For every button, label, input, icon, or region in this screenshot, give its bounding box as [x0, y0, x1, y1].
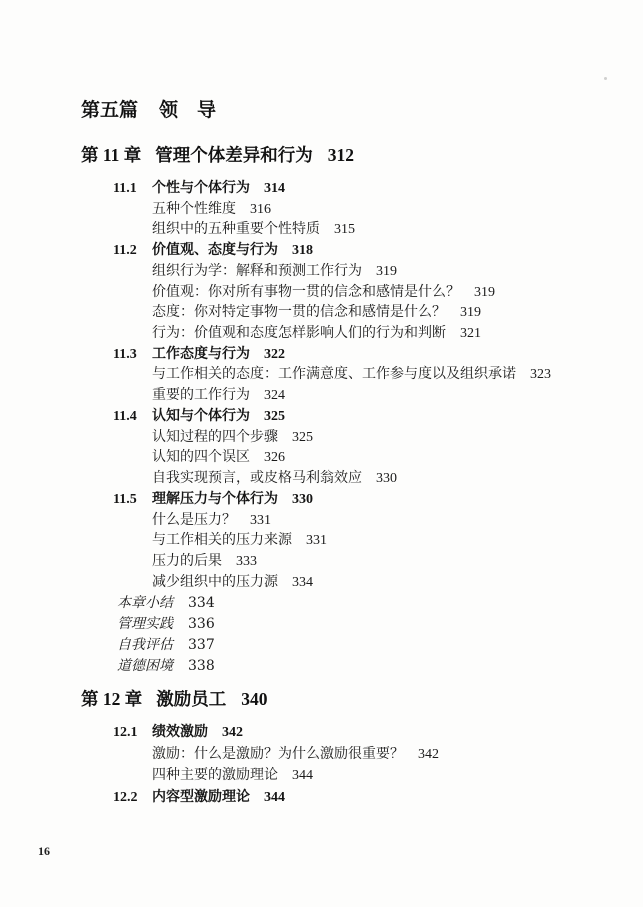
toc-item-row: [0, 283, 643, 304]
toc-section-row: [0, 407, 643, 428]
item-title: 组织行为学：解释和预测工作行为: [152, 263, 362, 279]
toc-section-row: [0, 490, 643, 511]
toc-section-row: [0, 345, 643, 366]
chapter-label: 第 12 章: [81, 689, 143, 709]
item-title: 与工作相关的压力来源: [152, 533, 292, 549]
part-label: 第五篇: [81, 100, 139, 121]
item-title: 激励：什么是激励？为什么激励很重要？: [152, 746, 404, 762]
item-title: 价值观：你对所有事物一贯的信念和感情是什么？: [152, 284, 460, 300]
chapter-title: 激励员工: [156, 689, 227, 709]
section-number: 11.5: [113, 491, 137, 507]
page-ref: 333: [236, 553, 257, 569]
section-title: 价值观、态度与行为: [152, 243, 278, 259]
toc-section-row: [0, 787, 643, 809]
section-number: 11.1: [113, 181, 137, 196]
part-heading: [81, 101, 216, 122]
section-number: 12.1: [113, 725, 138, 740]
folio-page-number: 16: [38, 844, 50, 858]
toc-item-row: [0, 531, 643, 552]
item-title: 组织中的五种重要个性特质: [152, 222, 320, 238]
chapter-11-entries: [0, 179, 643, 676]
page-ref: 319: [376, 263, 397, 279]
toc-item-row: [0, 365, 643, 386]
part-title: 领 导: [159, 100, 217, 121]
chapter-12-heading: [81, 689, 268, 709]
item-title: 四种主要的激励理论: [152, 768, 278, 783]
toc-item-row: [0, 744, 643, 766]
section-number: 11.4: [113, 408, 137, 424]
toc-section-row: [0, 241, 643, 262]
page-ref: 319: [460, 305, 481, 321]
page-ref: 337: [188, 636, 215, 653]
chapter-title: 管理个体差异和行为: [155, 145, 313, 165]
page-ref: 324: [264, 388, 285, 404]
item-title: 认知的四个误区: [152, 450, 250, 466]
item-title: 与工作相关的态度：工作满意度、工作参与度以及组织承诺: [152, 367, 516, 383]
item-title: 认知过程的四个步骤: [152, 429, 278, 445]
toc-section-row: [0, 722, 643, 744]
item-title: 什么是压力？: [152, 512, 236, 528]
page-ref: 323: [530, 367, 551, 383]
page-ref: 331: [250, 512, 271, 528]
toc-endmatter-row: [0, 614, 643, 635]
endmatter-title: 管理实践: [117, 616, 173, 633]
endmatter-title: 道德困境: [117, 657, 173, 674]
page-ref: 344: [292, 768, 313, 783]
section-number: 12.2: [113, 789, 138, 805]
item-title: 减少组织中的压力源: [152, 574, 278, 590]
toc-section-row: [0, 179, 643, 200]
page-ref: 316: [250, 201, 271, 217]
item-title: 自我实现预言，或皮格马利翁效应: [152, 471, 362, 487]
toc-item-row: [0, 573, 643, 594]
page-ref: 319: [474, 284, 495, 300]
toc-endmatter-row: [0, 593, 643, 614]
chapter-page-ref: 340: [241, 689, 268, 709]
chapter-11-heading: [81, 145, 354, 165]
item-title: 压力的后果: [152, 553, 222, 569]
page-ref: 330: [292, 491, 313, 507]
page-ref: 331: [306, 533, 327, 549]
endmatter-title: 自我评估: [117, 636, 173, 653]
toc-item-row: [0, 303, 643, 324]
page-ref: 342: [418, 746, 439, 762]
toc-item-row: [0, 200, 643, 221]
page-ref: 326: [264, 450, 285, 466]
section-title: 理解压力与个体行为: [152, 491, 278, 507]
page-ref: 334: [292, 574, 313, 590]
chapter-12-entries: [0, 722, 643, 808]
page-ref: 338: [188, 657, 215, 674]
toc-item-row: [0, 448, 643, 469]
page-ref: 342: [222, 725, 243, 740]
section-title: 认知与个体行为: [152, 408, 250, 424]
toc-item-row: [0, 428, 643, 449]
chapter-page-ref: 312: [327, 145, 355, 165]
section-number: 11.3: [113, 346, 137, 362]
page-ref: 322: [264, 346, 285, 362]
section-title: 内容型激励理论: [152, 789, 250, 805]
endmatter-title: 本章小结: [117, 595, 173, 612]
page-ref: 334: [188, 595, 215, 612]
page-ref: 325: [292, 429, 313, 445]
item-title: 态度：你对特定事物一贯的信念和感情是什么？: [152, 305, 446, 321]
toc-item-row: [0, 220, 643, 241]
item-title: 五种个性维度: [152, 201, 236, 217]
page-ref: 318: [292, 243, 313, 259]
page-ref: 321: [460, 326, 481, 342]
toc-item-row: [0, 765, 643, 787]
toc-item-row: [0, 552, 643, 573]
page-ref: 314: [264, 181, 285, 196]
toc-item-row: [0, 511, 643, 532]
section-title: 绩效激励: [152, 725, 208, 740]
page-ref: 330: [376, 471, 397, 487]
item-title: 行为：价值观和态度怎样影响人们的行为和判断: [152, 326, 446, 342]
toc-item-row: [0, 324, 643, 345]
scan-speck: [604, 77, 607, 80]
toc-endmatter-row: [0, 635, 643, 656]
section-title: 工作态度与行为: [152, 346, 250, 362]
toc-item-row: [0, 386, 643, 407]
page-ref: 344: [264, 789, 285, 805]
page-ref: 325: [264, 408, 285, 424]
toc-item-row: [0, 469, 643, 490]
page-ref: 315: [334, 222, 355, 238]
page-ref: 336: [188, 616, 215, 633]
item-title: 重要的工作行为: [152, 388, 250, 404]
section-title: 个性与个体行为: [152, 181, 250, 196]
toc-item-row: [0, 262, 643, 283]
section-number: 11.2: [113, 243, 137, 259]
toc-endmatter-row: [0, 656, 643, 677]
chapter-label: 第 11 章: [81, 145, 142, 165]
